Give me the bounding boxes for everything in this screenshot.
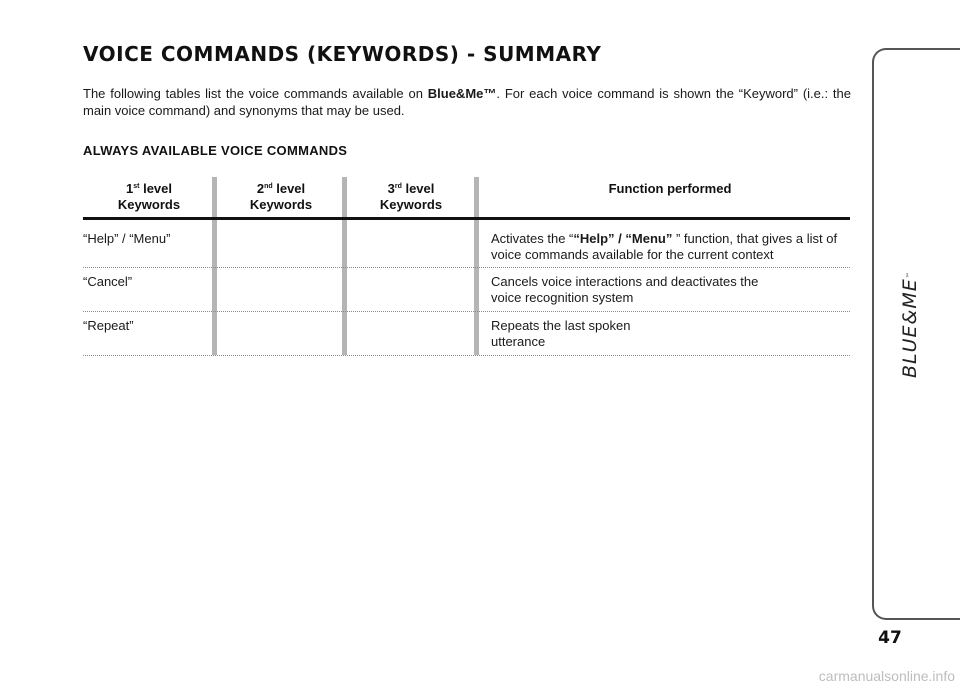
- row-divider: [83, 311, 850, 312]
- function-cell: Activates the ““Help” / “Menu” ” function, that gives a list of voice commands available for the current context: [491, 231, 838, 262]
- intro-paragraph: [83, 85, 851, 119]
- column-divider: [474, 177, 479, 355]
- keyword-cell: “Help” / “Menu”: [83, 231, 171, 246]
- keyword-cell: “Repeat”: [83, 318, 134, 333]
- column-divider: [212, 177, 217, 355]
- page-title: VOICE COMMANDS (KEYWORDS) - SUMMARY: [83, 42, 602, 66]
- header-rule: [83, 217, 850, 220]
- row-divider: [83, 355, 850, 356]
- page-number: 47: [878, 628, 902, 648]
- col-header-level3: 3rd level Keywords: [379, 181, 443, 212]
- function-cell: Repeats the last spoken utterance: [491, 318, 631, 349]
- section-heading: ALWAYS AVAILABLE VOICE COMMANDS: [83, 143, 348, 158]
- keyword-cell: “Cancel”: [83, 274, 133, 289]
- function-cell: Cancels voice interactions and deactivates the voice recognition system: [491, 274, 759, 305]
- col-header-level2: 2nd level Keywords: [249, 181, 313, 212]
- blue-me-logo: BLUE&ME™: [899, 271, 921, 378]
- intro-text-2: . For each voice command is shown the “Keyword” (i.e.: the main voice command) and synonyms that may be used.: [83, 86, 851, 118]
- intro-text-1: The following tables list the voice commands available on: [83, 86, 428, 101]
- watermark-footer: carmanualsonline.info: [818, 668, 955, 684]
- row-divider: [83, 267, 850, 268]
- col-header-level1: 1st level Keywords: [117, 181, 181, 212]
- brand-name: Blue&Me™: [427, 86, 497, 101]
- col-header-function: Function performed: [608, 181, 732, 196]
- column-divider: [342, 177, 347, 355]
